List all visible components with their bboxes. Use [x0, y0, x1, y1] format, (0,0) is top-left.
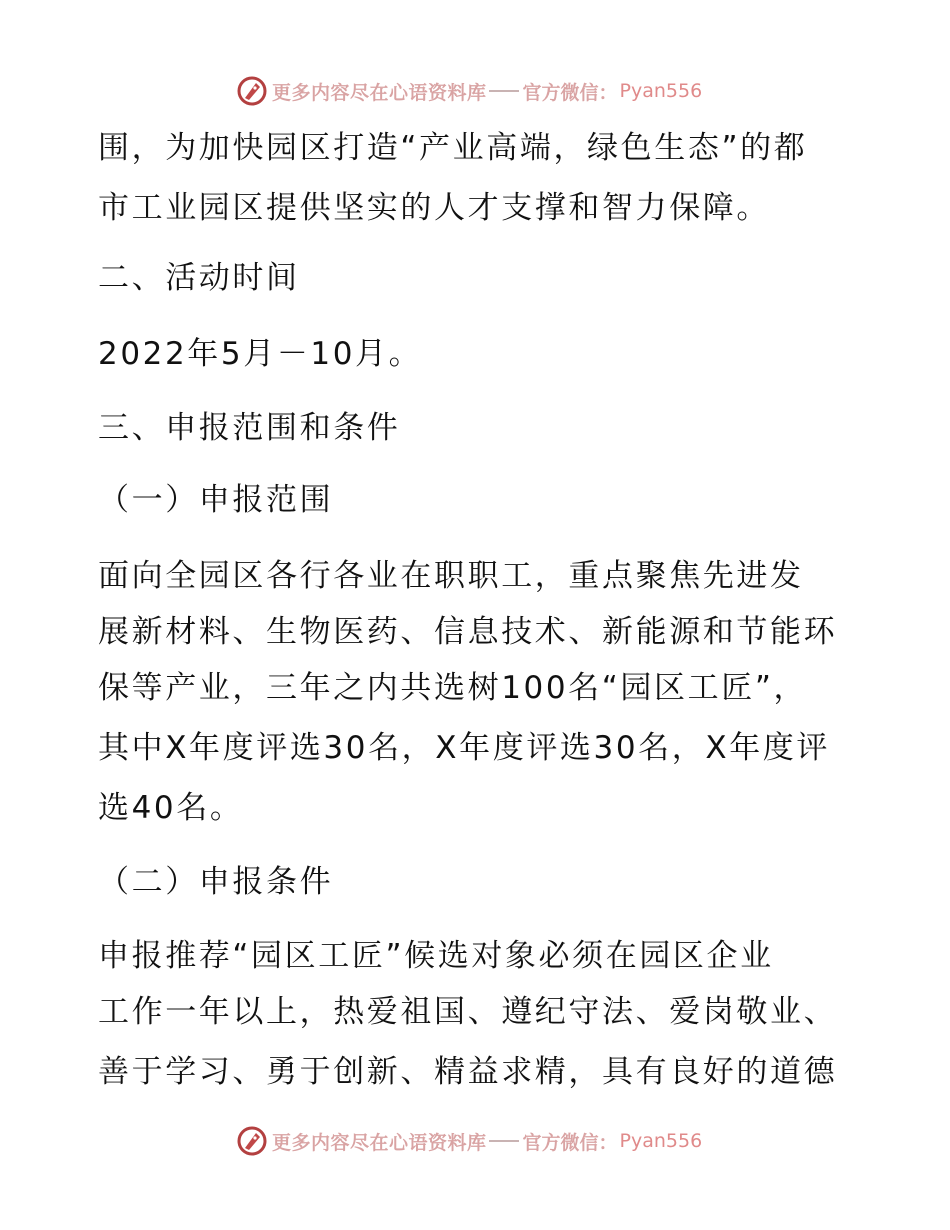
text-line: 市工业园区提供坚实的人才支撑和智力保障。	[98, 190, 770, 226]
subsection-heading: （二）申报条件	[98, 864, 334, 900]
text-line: 围，为加快园区打造“产业高端，绿色生态”的都	[98, 130, 808, 166]
text-line: 面向全园区各行各业在职职工，重点聚焦先进发	[98, 558, 804, 594]
text-line: 选40名。	[98, 790, 244, 826]
section-heading: 三、申报范围和条件	[98, 410, 401, 446]
pen-nib-circle-icon	[236, 75, 268, 107]
watermark-suffix: 官方微信：	[522, 81, 618, 104]
watermark-text: 更多内容尽在心语资料库	[272, 81, 487, 104]
text-line: 工作一年以上，热爱祖国、遵纪守法、爱岗敬业、	[98, 994, 838, 1030]
footer-watermark	[236, 1124, 702, 1158]
header-watermark	[236, 74, 702, 108]
pen-nib-circle-icon	[236, 1125, 268, 1157]
text-line: 2022年5月－10月。	[98, 336, 423, 372]
watermark-id: Pyan556	[619, 1130, 703, 1152]
watermark-id: Pyan556	[619, 80, 703, 102]
watermark-dash	[489, 1140, 519, 1142]
text-line: 申报推荐“园区工匠”候选对象必须在园区企业	[98, 938, 774, 974]
text-line: 善于学习、勇于创新、精益求精，具有良好的道德	[98, 1054, 838, 1090]
text-line: 展新材料、生物医药、信息技术、新能源和节能环	[98, 614, 838, 650]
text-line: 其中X年度评选30名，X年度评选30名，X年度评	[98, 730, 831, 766]
section-heading: 二、活动时间	[98, 260, 300, 296]
watermark-text: 更多内容尽在心语资料库	[272, 1131, 487, 1154]
subsection-heading: （一）申报范围	[98, 482, 334, 518]
text-line: 保等产业，三年之内共选树100名“园区工匠”，	[98, 670, 808, 706]
watermark-suffix: 官方微信：	[522, 1131, 618, 1154]
watermark-dash	[489, 90, 519, 92]
